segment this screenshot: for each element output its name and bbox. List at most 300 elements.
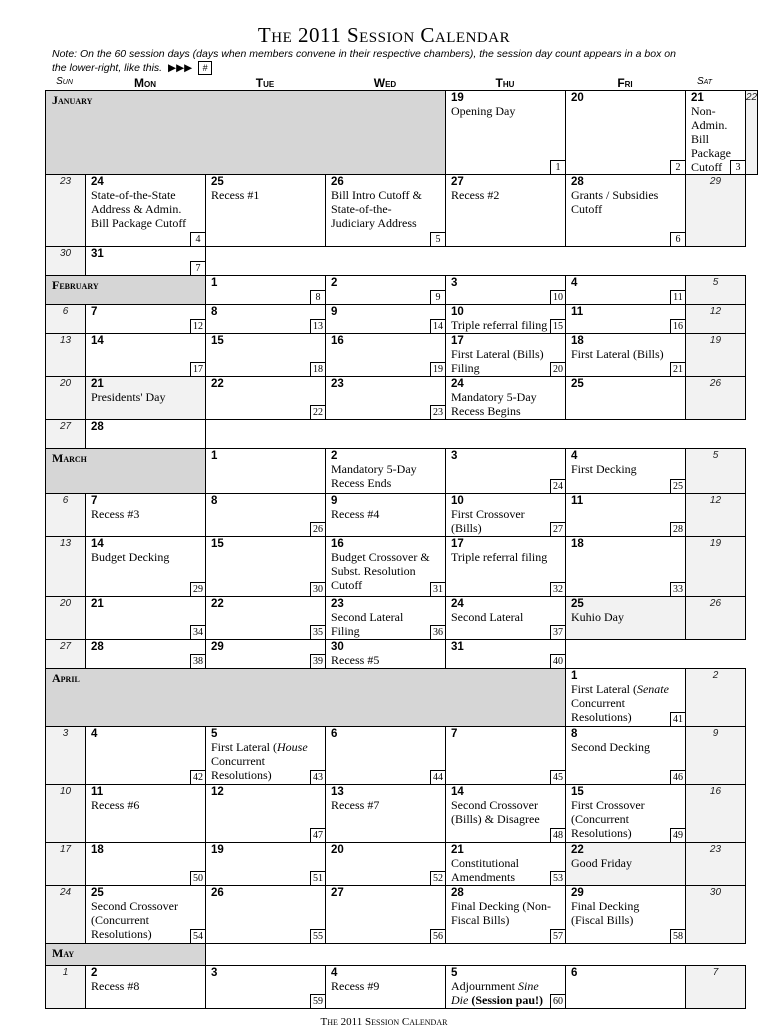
weekend-date: 19 bbox=[709, 538, 722, 549]
session-day-count: 2 bbox=[670, 160, 685, 174]
day-cell-m22 bbox=[206, 597, 326, 640]
date-number: 28 bbox=[451, 887, 464, 899]
session-day-count: 45 bbox=[550, 770, 565, 784]
date-number: 2 bbox=[331, 277, 338, 289]
day-cell-m7 bbox=[86, 494, 206, 537]
weekend-date: 20 bbox=[59, 378, 72, 389]
event-label: Opening Day bbox=[451, 104, 516, 118]
session-day-count: 37 bbox=[550, 625, 565, 639]
session-day-count: 32 bbox=[550, 582, 565, 596]
event-label: First Lateral ( bbox=[571, 682, 637, 696]
event-italic: House bbox=[276, 740, 308, 754]
month-label-march: March bbox=[46, 449, 206, 494]
date-number: 4 bbox=[571, 450, 578, 462]
event-text bbox=[446, 104, 565, 118]
event-text bbox=[446, 347, 565, 375]
event-label: First Decking bbox=[571, 462, 637, 476]
session-day-count: 20 bbox=[550, 362, 565, 376]
weekend-date: 30 bbox=[59, 248, 72, 259]
date-number: 12 bbox=[211, 786, 224, 798]
day-cell-y2 bbox=[86, 966, 206, 1009]
week-row bbox=[46, 669, 758, 727]
session-day-count: 58 bbox=[670, 929, 685, 943]
session-day-count: 51 bbox=[310, 871, 325, 885]
date-number: 7 bbox=[451, 728, 458, 740]
month-label-may: May bbox=[46, 944, 206, 966]
date-number: 17 bbox=[451, 335, 464, 347]
day-cell-j22 bbox=[745, 91, 757, 175]
week-row bbox=[46, 944, 758, 966]
event-text bbox=[86, 188, 205, 230]
event-text bbox=[566, 188, 685, 216]
session-day-count: 60 bbox=[550, 994, 565, 1008]
day-cell-m2 bbox=[326, 449, 446, 494]
day-cell-f22 bbox=[206, 377, 326, 420]
day-cell-a10 bbox=[46, 785, 86, 843]
day-cell-j20 bbox=[566, 91, 686, 175]
date-number: 4 bbox=[91, 728, 98, 740]
day-cell-j28 bbox=[566, 175, 686, 247]
event-label: Mandatory 5-Day Recess Ends bbox=[331, 462, 417, 490]
date-number: 11 bbox=[571, 306, 584, 318]
event-label: Budget Decking bbox=[91, 550, 170, 564]
day-cell-a2 bbox=[686, 669, 746, 727]
week-row bbox=[46, 420, 758, 449]
session-day-count: 44 bbox=[430, 770, 445, 784]
event-italic: Sine Die bbox=[451, 979, 539, 1007]
day-cell-a6 bbox=[326, 727, 446, 785]
event-label: Recess #6 bbox=[91, 798, 140, 812]
blank-cell bbox=[206, 944, 746, 966]
day-cell-f18 bbox=[566, 334, 686, 377]
weekend-date: 1 bbox=[62, 967, 69, 978]
day-cell-y6 bbox=[566, 966, 686, 1009]
day-cell-a15 bbox=[566, 785, 686, 843]
week-row bbox=[46, 91, 758, 175]
day-cell-j27 bbox=[446, 175, 566, 247]
session-day-count: 23 bbox=[430, 405, 445, 419]
arrow-icons: ▶▶▶ bbox=[168, 62, 193, 74]
date-number: 3 bbox=[211, 967, 218, 979]
day-cell-m24 bbox=[446, 597, 566, 640]
day-cell-y1 bbox=[46, 966, 86, 1009]
date-number: 24 bbox=[451, 378, 464, 390]
session-day-count: 59 bbox=[310, 994, 325, 1008]
week-row bbox=[46, 449, 758, 494]
day-cell-m11 bbox=[566, 494, 686, 537]
event-label: Second Decking bbox=[571, 740, 650, 754]
day-cell-j21 bbox=[686, 91, 746, 175]
weekend-date: 7 bbox=[712, 967, 719, 978]
week-row bbox=[46, 537, 758, 597]
session-day-count: 56 bbox=[430, 929, 445, 943]
session-day-count: 34 bbox=[190, 625, 205, 639]
event-text bbox=[86, 507, 205, 521]
date-number: 19 bbox=[451, 92, 464, 104]
session-day-count: 7 bbox=[190, 261, 205, 275]
session-day-count: 57 bbox=[550, 929, 565, 943]
session-day-count: 41 bbox=[670, 712, 685, 726]
day-cell-a16 bbox=[686, 785, 746, 843]
session-day-count: 3 bbox=[730, 160, 745, 174]
weekend-date: 20 bbox=[59, 598, 72, 609]
date-number: 23 bbox=[331, 598, 344, 610]
day-cell-m18 bbox=[566, 537, 686, 597]
day-cell-f15 bbox=[206, 334, 326, 377]
date-number: 27 bbox=[451, 176, 464, 188]
day-cell-f25 bbox=[566, 377, 686, 420]
event-label: Constitutional Amendments bbox=[451, 856, 520, 884]
day-cell-a17 bbox=[46, 843, 86, 886]
event-text bbox=[326, 188, 445, 230]
weekend-date: 13 bbox=[59, 335, 72, 346]
session-day-count: 13 bbox=[310, 319, 325, 333]
date-number: 6 bbox=[331, 728, 338, 740]
session-day-count: 31 bbox=[430, 582, 445, 596]
day-cell-a1 bbox=[566, 669, 686, 727]
day-cell-f26 bbox=[686, 377, 746, 420]
day-cell-m1 bbox=[206, 449, 326, 494]
event-text bbox=[566, 856, 685, 870]
event-italic: Senate bbox=[636, 682, 669, 696]
day-cell-j19 bbox=[446, 91, 566, 175]
date-number: 9 bbox=[331, 306, 338, 318]
event-text bbox=[86, 550, 205, 564]
blank-cell bbox=[206, 247, 746, 276]
day-cell-f17 bbox=[446, 334, 566, 377]
week-row bbox=[46, 640, 758, 669]
day-cell-a28 bbox=[446, 886, 566, 944]
day-cell-a23 bbox=[686, 843, 746, 886]
date-number: 21 bbox=[451, 844, 464, 856]
day-cell-f28 bbox=[86, 420, 206, 449]
day-cell-a24 bbox=[46, 886, 86, 944]
weekend-date: 2 bbox=[712, 670, 719, 681]
session-day-count: 38 bbox=[190, 654, 205, 668]
day-cell-m19 bbox=[686, 537, 746, 597]
date-number: 11 bbox=[91, 786, 104, 798]
header-thu: Thu bbox=[495, 76, 515, 90]
month-label-january: January bbox=[46, 91, 446, 175]
event-label: Recess #3 bbox=[91, 507, 140, 521]
event-text bbox=[446, 899, 565, 927]
header-tue: Tue bbox=[255, 76, 275, 90]
event-label: Recess #7 bbox=[331, 798, 380, 812]
weekend-date: 26 bbox=[709, 598, 722, 609]
weekend-date: 3 bbox=[62, 728, 69, 739]
day-cell-a21 bbox=[446, 843, 566, 886]
event-label: Presidents' Day bbox=[91, 390, 166, 404]
session-day-count: 36 bbox=[430, 625, 445, 639]
session-day-count: 25 bbox=[670, 479, 685, 493]
date-number: 31 bbox=[451, 641, 464, 653]
date-number: 26 bbox=[211, 887, 224, 899]
weekend-date: 9 bbox=[712, 728, 719, 739]
event-label: Recess #8 bbox=[91, 979, 140, 993]
day-cell-f14 bbox=[86, 334, 206, 377]
date-number: 9 bbox=[331, 495, 338, 507]
day-cell-m31 bbox=[446, 640, 566, 669]
session-day-count: 27 bbox=[550, 522, 565, 536]
weekend-date: 16 bbox=[709, 786, 722, 797]
event-label: Adjournment bbox=[451, 979, 518, 993]
weekend-date: 13 bbox=[59, 538, 72, 549]
day-cell-f10 bbox=[446, 305, 566, 334]
day-cell-f27 bbox=[46, 420, 86, 449]
event-label: Recess #5 bbox=[331, 653, 380, 667]
date-number: 22 bbox=[571, 844, 584, 856]
date-number: 20 bbox=[331, 844, 344, 856]
event-text bbox=[566, 347, 685, 361]
date-number: 8 bbox=[211, 306, 218, 318]
day-cell-m5 bbox=[686, 449, 746, 494]
event-text bbox=[566, 798, 685, 840]
event-label: Recess #1 bbox=[211, 188, 260, 202]
page-title: The 2011 Session Calendar bbox=[257, 23, 511, 47]
event-text bbox=[446, 798, 565, 826]
day-cell-f16 bbox=[326, 334, 446, 377]
day-cell-f13 bbox=[46, 334, 86, 377]
blank-cell bbox=[206, 420, 746, 449]
day-cell-f9 bbox=[326, 305, 446, 334]
date-number: 14 bbox=[451, 786, 464, 798]
session-day-box-example: # bbox=[198, 61, 212, 75]
day-cell-a25 bbox=[86, 886, 206, 944]
day-cell-f4 bbox=[566, 276, 686, 305]
event-text bbox=[446, 318, 565, 332]
date-number: 5 bbox=[211, 728, 218, 740]
weekend-date: 23 bbox=[59, 176, 72, 187]
event-label: Kuhio Day bbox=[571, 610, 624, 624]
session-day-count: 1 bbox=[550, 160, 565, 174]
weekend-date: 12 bbox=[709, 495, 722, 506]
event-label: First Crossover (Concurrent Resolutions) bbox=[571, 798, 645, 840]
day-cell-a11 bbox=[86, 785, 206, 843]
date-number: 22 bbox=[211, 598, 224, 610]
event-text bbox=[206, 740, 325, 782]
event-text bbox=[446, 507, 565, 535]
day-cell-f6 bbox=[46, 305, 86, 334]
week-row bbox=[46, 785, 758, 843]
day-cell-f1 bbox=[206, 276, 326, 305]
day-cell-a22 bbox=[566, 843, 686, 886]
day-cell-f7 bbox=[86, 305, 206, 334]
week-row bbox=[46, 886, 758, 944]
day-cell-y7 bbox=[686, 966, 746, 1009]
blank-cell bbox=[566, 640, 746, 669]
day-cell-m21 bbox=[86, 597, 206, 640]
date-number: 3 bbox=[451, 277, 458, 289]
weekend-date: 23 bbox=[709, 844, 722, 855]
weekend-date: 24 bbox=[59, 887, 72, 898]
date-number: 20 bbox=[571, 92, 584, 104]
day-cell-a27 bbox=[326, 886, 446, 944]
calendar-note bbox=[52, 47, 692, 75]
date-number: 15 bbox=[211, 538, 224, 550]
weekend-date: 17 bbox=[59, 844, 72, 855]
date-number: 15 bbox=[211, 335, 224, 347]
day-cell-m3 bbox=[446, 449, 566, 494]
header-sat: Sat bbox=[696, 76, 713, 87]
event-text bbox=[86, 798, 205, 812]
event-text bbox=[446, 856, 565, 884]
event-label: State-of-the-State Address & Admin. Bill Package Cutoff bbox=[91, 188, 187, 230]
event-bold: (Session pau!) bbox=[471, 993, 544, 1007]
weekend-date: 10 bbox=[59, 786, 72, 797]
week-row bbox=[46, 377, 758, 420]
event-text bbox=[446, 610, 565, 624]
day-cell-f3 bbox=[446, 276, 566, 305]
day-cell-j31 bbox=[86, 247, 206, 276]
day-cell-a14 bbox=[446, 785, 566, 843]
event-label: First Crossover (Bills) bbox=[451, 507, 525, 535]
date-number: 16 bbox=[331, 335, 344, 347]
date-number: 18 bbox=[571, 335, 584, 347]
month-label-february: February bbox=[46, 276, 206, 305]
day-cell-m6 bbox=[46, 494, 86, 537]
day-cell-m10 bbox=[446, 494, 566, 537]
session-day-count: 11 bbox=[670, 290, 685, 304]
date-number: 10 bbox=[451, 306, 464, 318]
event-label: Second Crossover (Bills) & Disagree bbox=[451, 798, 540, 826]
weekend-date: 26 bbox=[709, 378, 722, 389]
week-row bbox=[46, 276, 758, 305]
header-fri: Fri bbox=[617, 76, 633, 90]
day-cell-a3 bbox=[46, 727, 86, 785]
event-label: Non-Admin. Bill Package Cutoff bbox=[691, 104, 731, 174]
week-row bbox=[46, 305, 758, 334]
date-number: 26 bbox=[331, 176, 344, 188]
session-day-count: 30 bbox=[310, 582, 325, 596]
weekend-date: 6 bbox=[62, 306, 69, 317]
event-label: Triple referral filing bbox=[451, 318, 548, 332]
weekend-date: 5 bbox=[712, 277, 719, 288]
date-number: 28 bbox=[91, 641, 104, 653]
date-number: 7 bbox=[91, 495, 98, 507]
session-day-count: 16 bbox=[670, 319, 685, 333]
date-number: 23 bbox=[331, 378, 344, 390]
date-number: 2 bbox=[331, 450, 338, 462]
date-number: 27 bbox=[331, 887, 344, 899]
session-day-count: 17 bbox=[190, 362, 205, 376]
day-cell-f8 bbox=[206, 305, 326, 334]
session-day-count: 9 bbox=[430, 290, 445, 304]
event-text bbox=[446, 550, 565, 564]
event-label: Recess #9 bbox=[331, 979, 380, 993]
date-number: 7 bbox=[91, 306, 98, 318]
day-cell-a20 bbox=[326, 843, 446, 886]
date-number: 29 bbox=[211, 641, 224, 653]
weekend-date: 22 bbox=[745, 92, 758, 103]
event-label: First Lateral (Bills) Filing bbox=[451, 347, 544, 375]
session-day-count: 28 bbox=[670, 522, 685, 536]
event-label: Recess #4 bbox=[331, 507, 380, 521]
day-cell-f24 bbox=[446, 377, 566, 420]
day-cell-f23 bbox=[326, 377, 446, 420]
date-number: 4 bbox=[331, 967, 338, 979]
date-number: 10 bbox=[451, 495, 464, 507]
date-number: 29 bbox=[571, 887, 584, 899]
day-cell-m29 bbox=[206, 640, 326, 669]
event-label: Second Crossover (Concurrent Resolutions) bbox=[91, 899, 178, 941]
week-row bbox=[46, 966, 758, 1009]
weekend-date: 5 bbox=[712, 450, 719, 461]
week-row bbox=[46, 175, 758, 247]
day-cell-j23 bbox=[46, 175, 86, 247]
event-label: Second Lateral bbox=[451, 610, 524, 624]
event-text bbox=[566, 682, 685, 724]
header-wed: Wed bbox=[373, 76, 397, 90]
week-row bbox=[46, 494, 758, 537]
session-day-count: 29 bbox=[190, 582, 205, 596]
session-day-count: 21 bbox=[670, 362, 685, 376]
session-day-count: 5 bbox=[430, 232, 445, 246]
day-cell-a12 bbox=[206, 785, 326, 843]
date-number: 21 bbox=[91, 378, 104, 390]
week-row bbox=[46, 247, 758, 276]
day-cell-j25 bbox=[206, 175, 326, 247]
day-cell-m20 bbox=[46, 597, 86, 640]
session-day-count: 52 bbox=[430, 871, 445, 885]
date-number: 1 bbox=[571, 670, 578, 682]
event-label: Bill Intro Cutoff & State-of-the-Judiciary Address bbox=[331, 188, 422, 230]
event-label: Mandatory 5-Day Recess Begins bbox=[451, 390, 537, 418]
day-cell-y5 bbox=[446, 966, 566, 1009]
weekend-date: 27 bbox=[59, 641, 72, 652]
event-text bbox=[326, 507, 445, 521]
date-number: 13 bbox=[331, 786, 344, 798]
day-cell-a7 bbox=[446, 727, 566, 785]
event-text bbox=[326, 550, 445, 592]
weekend-date: 29 bbox=[709, 176, 722, 187]
date-number: 15 bbox=[571, 786, 584, 798]
day-cell-f12 bbox=[686, 305, 746, 334]
day-cell-f11 bbox=[566, 305, 686, 334]
session-day-count: 42 bbox=[190, 770, 205, 784]
week-row bbox=[46, 727, 758, 785]
event-text bbox=[566, 610, 685, 624]
date-number: 1 bbox=[211, 450, 218, 462]
day-cell-m28 bbox=[86, 640, 206, 669]
event-label: Second Lateral Filing bbox=[331, 610, 404, 638]
week-row bbox=[46, 597, 758, 640]
session-day-count: 14 bbox=[430, 319, 445, 333]
day-cell-a13 bbox=[326, 785, 446, 843]
day-cell-f2 bbox=[326, 276, 446, 305]
session-day-count: 47 bbox=[310, 828, 325, 842]
calendar-table bbox=[45, 90, 758, 1009]
event-text bbox=[446, 979, 565, 1007]
date-number: 25 bbox=[571, 598, 584, 610]
session-day-count: 33 bbox=[670, 582, 685, 596]
event-label: Budget Crossover & Subst. Resolution Cutoff bbox=[331, 550, 430, 592]
date-number: 14 bbox=[91, 335, 104, 347]
day-cell-m23 bbox=[326, 597, 446, 640]
day-cell-f21 bbox=[86, 377, 206, 420]
day-cell-m25 bbox=[566, 597, 686, 640]
month-label-april: April bbox=[46, 669, 566, 727]
date-number: 24 bbox=[91, 176, 104, 188]
day-cell-m9 bbox=[326, 494, 446, 537]
day-cell-a4 bbox=[86, 727, 206, 785]
date-number: 25 bbox=[571, 378, 584, 390]
date-number: 18 bbox=[571, 538, 584, 550]
session-day-count: 50 bbox=[190, 871, 205, 885]
event-label: Final Decking (Non-Fiscal Bills) bbox=[451, 899, 551, 927]
event-text bbox=[326, 653, 445, 667]
date-number: 11 bbox=[571, 495, 584, 507]
session-day-count: 15 bbox=[550, 319, 565, 333]
